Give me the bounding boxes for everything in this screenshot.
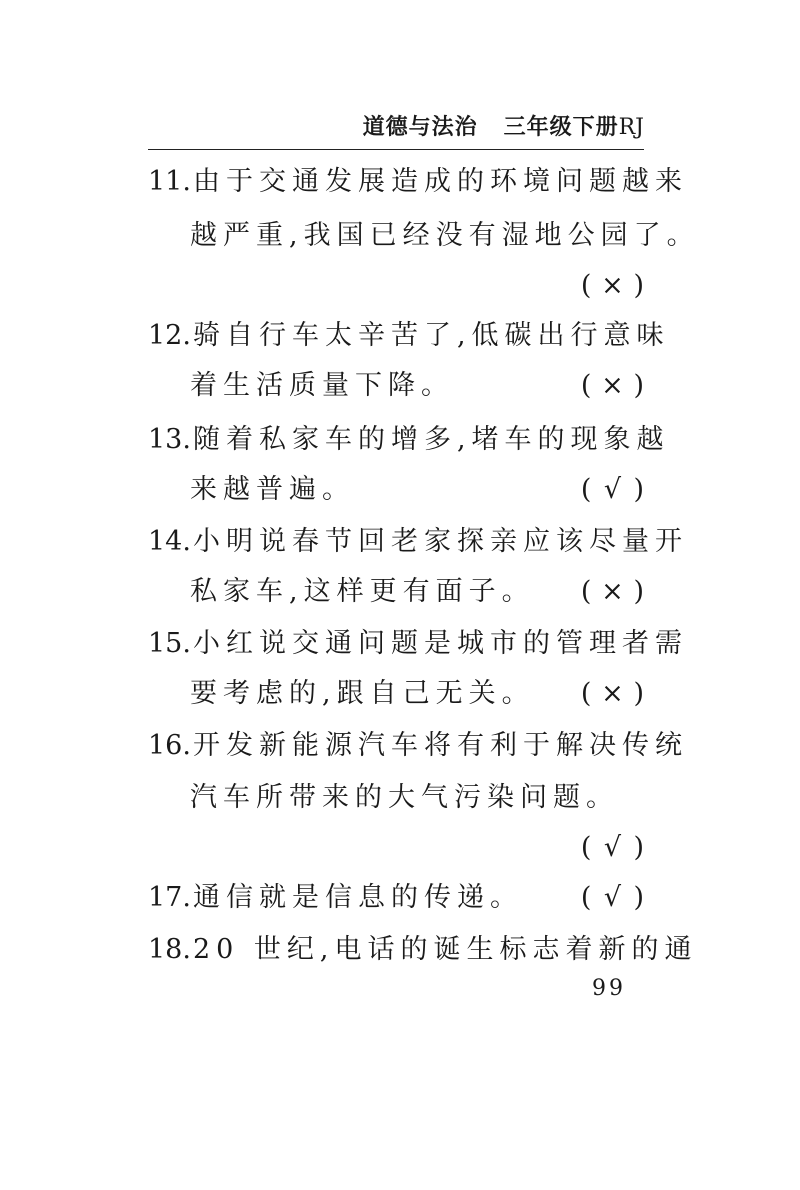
question-11-answer: ( × ) — [581, 266, 644, 306]
question-15-number: 15. — [148, 628, 191, 659]
question-11-line-2: 越严重,我国已经没有湿地公园了。 — [190, 220, 700, 251]
question-15-line-2: 要考虑的,跟自己无关。 — [190, 678, 535, 709]
header-title — [363, 112, 644, 144]
question-13-line-2: 来越普遍。 — [190, 474, 355, 505]
header-divider — [148, 149, 644, 150]
question-14-answer: ( × ) — [581, 572, 644, 612]
check-mark: √ — [603, 474, 622, 505]
question-12-number: 12. — [148, 320, 191, 351]
cross-mark: × — [601, 576, 624, 607]
header-subject: 道德与法治 — [362, 115, 478, 140]
question-11-number: 11. — [148, 166, 191, 197]
question-13-number: 13. — [148, 424, 191, 455]
question-15-line-1 — [148, 624, 688, 664]
header-grade: 三年级下册 — [503, 115, 619, 140]
question-16-line-2: 汽车所带来的大气污染问题。 — [190, 782, 619, 813]
question-16-answer: ( √ ) — [581, 828, 644, 868]
question-15-answer: ( × ) — [581, 674, 644, 714]
question-18-number: 18. — [148, 934, 191, 965]
question-15-text-1: 小红说交通问题是城市的管理者需 — [192, 628, 688, 659]
question-14-number: 14. — [148, 526, 191, 557]
question-18-text-1: 20 世纪,电话的诞生标志着新的通 — [192, 934, 698, 965]
page-header — [148, 112, 644, 150]
question-11-line-1 — [148, 162, 688, 202]
question-12-line-2: 着生活质量下降。 — [190, 370, 454, 401]
question-17-line-1 — [148, 878, 523, 918]
question-14-line-1 — [148, 522, 688, 562]
question-13-answer: ( √ ) — [581, 470, 644, 510]
check-mark: √ — [603, 882, 622, 913]
cross-mark: × — [601, 270, 624, 301]
header-edition: RJ — [618, 115, 644, 140]
question-16-number: 16. — [148, 730, 191, 761]
question-14-line-2: 私家车,这样更有面子。 — [190, 576, 535, 607]
question-17-answer: ( √ ) — [581, 878, 644, 918]
page-number: 99 — [592, 976, 626, 1001]
question-18-line-1 — [148, 930, 697, 970]
question-16-text-1: 开发新能源汽车将有利于解决传统 — [192, 730, 688, 761]
cross-mark: × — [601, 370, 624, 401]
question-13-line-1 — [148, 420, 670, 460]
question-12-answer: ( × ) — [581, 366, 644, 406]
question-17-number: 17. — [148, 882, 191, 913]
check-mark: √ — [603, 832, 622, 863]
question-13-text-1: 随着私家车的增多,堵车的现象越 — [192, 424, 670, 455]
question-16-line-1 — [148, 726, 688, 766]
question-12-line-1 — [148, 316, 670, 356]
question-11-text-1: 由于交通发展造成的环境问题越来 — [192, 166, 688, 197]
cross-mark: × — [601, 678, 624, 709]
question-14-text-1: 小明说春节回老家探亲应该尽量开 — [192, 526, 688, 557]
question-12-text-1: 骑自行车太辛苦了,低碳出行意味 — [192, 320, 670, 351]
question-17-text-1: 通信就是信息的传递。 — [192, 882, 523, 913]
